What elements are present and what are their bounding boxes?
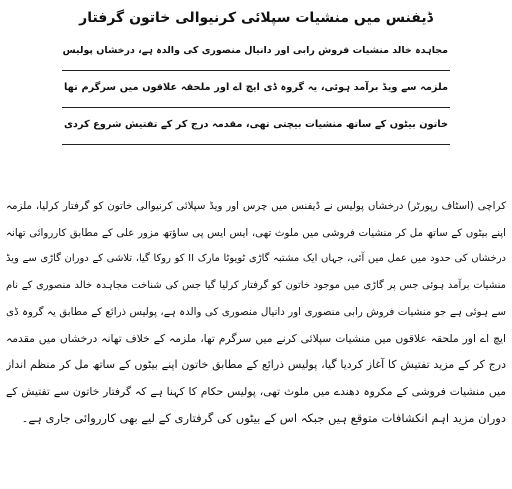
body-line: کراچی (اسٹاف رپورٹر) درخشاں پولیس نے ڈیفنس میں چرس اور ویڈ سپلائی کرنیوالی خاتون کو گرفتار کرلیا، ملزمہ: [6, 200, 506, 212]
body-line: ایچ اے اور ملحقہ علاقوں میں منشیات سپلائی کرنے میں سرگرم تھا، ملزمہ کے خلاف تھانہ درخشاں میں مقدمہ: [6, 331, 506, 345]
article-body: [6, 193, 506, 432]
body-line: درج کر کے مزید تفتیش کا آغاز کردیا گیا، پولیس ذرائع کے مطابق خاتون اپنے بیٹوں کے ساتھ مل کر منظم انداز: [6, 358, 506, 371]
subheadline-3: خاتون بیٹوں کے ساتھ منشیات بیچتی تھی، مقدمہ درج کر کے تفتیش شروع کردی: [62, 112, 450, 145]
body-line: درخشاں کی حدود میں عمل میں آئی، جہاں ایک مشتبہ گاڑی ٹویوٹا مارک II کو روکا گیا، تلاشی کے دوران گاڑی سے ویڈ: [6, 253, 506, 264]
subheadline-2: ملزمہ سے ویڈ برآمد ہوئی، یہ گروہ ڈی ایچ اے اور ملحقہ علاقوں میں سرگرم تھا: [62, 75, 450, 108]
subheadline-block: [62, 38, 450, 145]
body-line: اپنے بیٹوں کے ساتھ مل کر منشیات فروشی میں ملوث تھی، ایس ایس پی ساؤتھ مزور علی کے مطابق کارروائی تھانہ: [6, 226, 506, 239]
body-line: میں منشیات فروشی کے مکروہ دھندے میں ملوث تھی، پولیس حکام کا کہنا ہے کہ گرفتار خاتون سے تفتیش کے: [6, 384, 506, 398]
headline: ڈیفنس میں منشیات سپلائی کرنیوالی خاتون گرفتار: [79, 10, 433, 26]
subheadline-1: مجاہدہ خالد منشیات فروش رابی اور دانیال منصوری کی والدہ ہے، درخشاں پولیس: [62, 38, 450, 71]
body-line: سے ہوئی ہے جو منشیات فروش رابی منصوری اور دانیال منصوری کی والدہ ہے، پولیس ذرائع کے مطابق یہ گروہ ڈی: [6, 306, 506, 318]
body-line: دوران مزید اہم انکشافات متوقع ہیں جبکہ اس کے بیٹوں کی گرفتاری کے لیے بھی کارروائی جاری ہے۔: [21, 411, 506, 425]
body-line: منشیات برآمد ہوئی جس پر گاڑی میں موجود خاتون کو گرفتار کرلیا گیا جس کی شناخت مجاہدہ خالد منصوری کے نام: [6, 279, 506, 291]
